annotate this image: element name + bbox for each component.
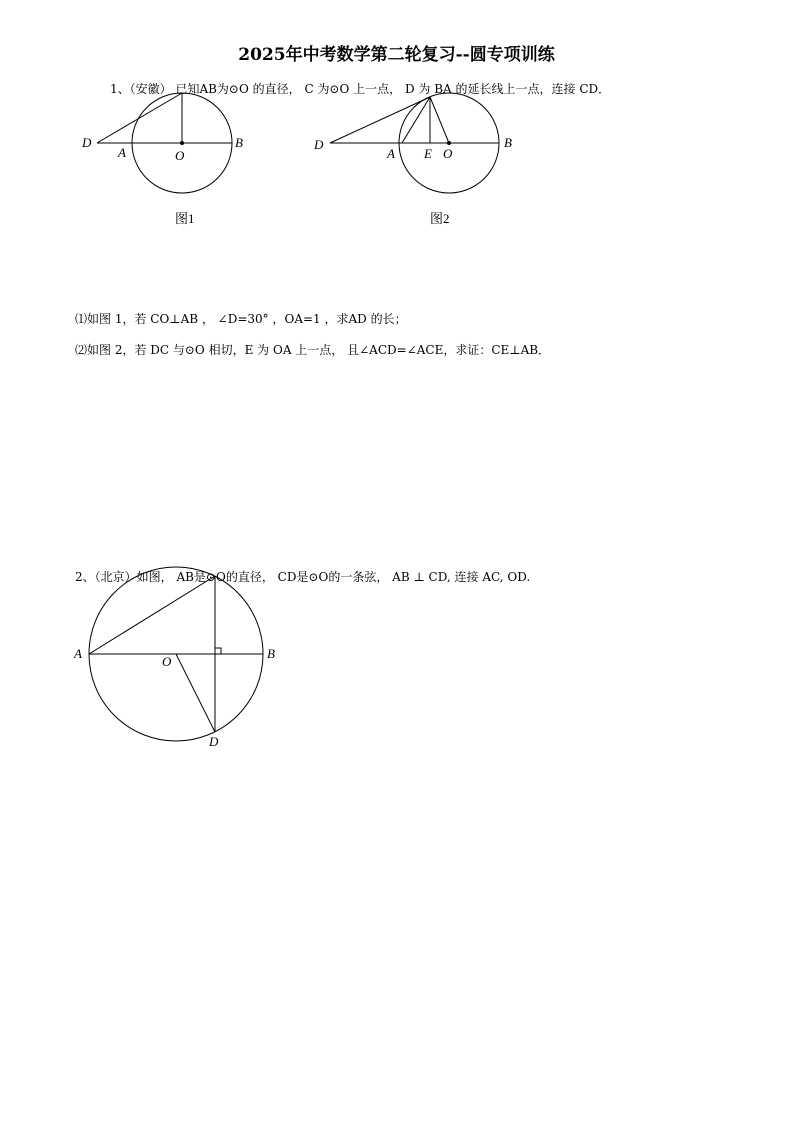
fig1-caption: 图1 [175, 211, 195, 226]
fig2-label-o: O [443, 146, 453, 161]
fig2-caption: 图2 [430, 211, 450, 226]
fig1-label-d: D [82, 135, 92, 150]
fig2-label-a: A [387, 146, 395, 161]
fig2-label-d: D [314, 137, 324, 152]
q1-part-1: ⑴如图 1，若 CO⊥AB ， ∠D=30° ，OA=1 ，求AD 的长； [75, 312, 407, 326]
fig1-label-a: A [118, 145, 126, 160]
q1-stem: 1、（安徽） 已知AB为⊙O 的直径， C 为⊙O 上一点， D 为 BA 的延长线上一点，连接 CD． [110, 82, 611, 96]
q2-label-d: D [209, 734, 219, 749]
q2-stem: 2、（北京）如图， AB是⊙O的直径， CD是⊙O的一条弦， AB ⊥ CD, 连接 AC, OD. [75, 570, 531, 584]
q2-segment-ac [89, 576, 215, 654]
page-title: 2025年中考数学第二轮复习--圆专项训练 [238, 45, 555, 65]
fig1-label-o: O [175, 148, 185, 163]
q2-right-angle-mark [215, 648, 221, 654]
fig1-label-b: B [235, 135, 243, 150]
q2-label-a: A [74, 646, 82, 661]
fig2-label-e: E [424, 146, 432, 161]
q2-segment-od [176, 654, 215, 732]
q2-label-o: O [162, 654, 172, 669]
q1-part-2: ⑵如图 2，若 DC 与⊙O 相切，E 为 OA 上一点， 且∠ACD=∠ACE，求证：CE⊥AB． [75, 343, 551, 357]
fig2-label-b: B [504, 135, 512, 150]
q2-label-b: B [267, 646, 275, 661]
